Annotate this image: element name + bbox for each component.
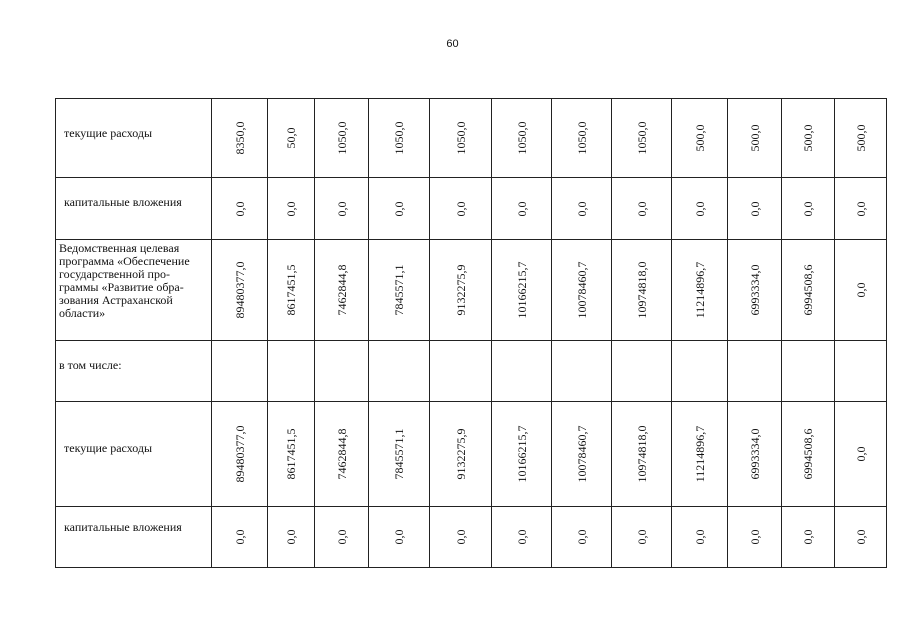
value-cell: 500,0 bbox=[728, 99, 782, 178]
value-cell: 8617451,5 bbox=[268, 240, 315, 341]
table-row bbox=[56, 507, 887, 568]
value-cell: 0,0 bbox=[315, 507, 369, 568]
row-label: в том числе: bbox=[56, 341, 212, 402]
value-cell: 0,0 bbox=[672, 178, 728, 240]
value-cell bbox=[612, 341, 672, 402]
value-cell: 0,0 bbox=[552, 178, 612, 240]
value-cell: 1050,0 bbox=[315, 99, 369, 178]
value-cell bbox=[835, 341, 887, 402]
value-cell: 1050,0 bbox=[369, 99, 430, 178]
value-cell: 0,0 bbox=[492, 178, 552, 240]
value-cell bbox=[268, 341, 315, 402]
value-cell: 0,0 bbox=[212, 178, 268, 240]
value-cell: 6993334,0 bbox=[728, 240, 782, 341]
value-cell: 10974818,0 bbox=[612, 240, 672, 341]
page-number: 60 bbox=[446, 38, 459, 50]
table-row bbox=[56, 402, 887, 507]
value-cell: 0,0 bbox=[835, 240, 887, 341]
table-row bbox=[56, 178, 887, 240]
value-cell bbox=[552, 341, 612, 402]
value-cell: 10166215,7 bbox=[492, 240, 552, 341]
value-cell: 0,0 bbox=[672, 507, 728, 568]
value-cell: 6993334,0 bbox=[728, 402, 782, 507]
value-cell: 0,0 bbox=[782, 178, 835, 240]
value-cell: 1050,0 bbox=[552, 99, 612, 178]
value-cell: 10078460,7 bbox=[552, 240, 612, 341]
value-cell: 7462844,8 bbox=[315, 402, 369, 507]
value-cell: 0,0 bbox=[728, 507, 782, 568]
value-cell: 0,0 bbox=[430, 507, 492, 568]
value-cell: 500,0 bbox=[672, 99, 728, 178]
value-cell: 1050,0 bbox=[492, 99, 552, 178]
value-cell bbox=[315, 341, 369, 402]
value-cell: 7845571,1 bbox=[369, 240, 430, 341]
value-cell bbox=[212, 341, 268, 402]
value-cell: 6994508,6 bbox=[782, 240, 835, 341]
value-cell: 50,0 bbox=[268, 99, 315, 178]
value-cell: 1050,0 bbox=[430, 99, 492, 178]
value-cell: 89480377,0 bbox=[212, 402, 268, 507]
value-cell: 11214896,7 bbox=[672, 240, 728, 341]
value-cell bbox=[430, 341, 492, 402]
value-cell: 9132275,9 bbox=[430, 402, 492, 507]
value-cell: 89480377,0 bbox=[212, 240, 268, 341]
value-cell bbox=[782, 341, 835, 402]
value-cell bbox=[728, 341, 782, 402]
value-cell: 9132275,9 bbox=[430, 240, 492, 341]
row-label: капитальные вложения bbox=[56, 507, 212, 568]
value-cell: 0,0 bbox=[212, 507, 268, 568]
row-label: Ведомственная целевая программа «Обеспечение государственной про-граммы «Развитие обра-зования Астраханской области» bbox=[56, 240, 212, 341]
table-row bbox=[56, 240, 887, 341]
value-cell: 10078460,7 bbox=[552, 402, 612, 507]
value-cell: 0,0 bbox=[492, 507, 552, 568]
value-cell: 0,0 bbox=[782, 507, 835, 568]
value-cell: 8617451,5 bbox=[268, 402, 315, 507]
row-label: текущие расходы bbox=[56, 402, 212, 507]
value-cell: 8350,0 bbox=[212, 99, 268, 178]
table-row bbox=[56, 341, 887, 402]
value-cell: 10166215,7 bbox=[492, 402, 552, 507]
row-label: текущие расходы bbox=[56, 99, 212, 178]
value-cell: 11214896,7 bbox=[672, 402, 728, 507]
value-cell: 0,0 bbox=[612, 507, 672, 568]
value-cell bbox=[672, 341, 728, 402]
row-label: капитальные вложения bbox=[56, 178, 212, 240]
value-cell: 0,0 bbox=[268, 507, 315, 568]
budget-table bbox=[55, 98, 887, 568]
value-cell: 500,0 bbox=[782, 99, 835, 178]
value-cell: 0,0 bbox=[369, 178, 430, 240]
value-cell: 0,0 bbox=[315, 178, 369, 240]
value-cell: 0,0 bbox=[268, 178, 315, 240]
value-cell: 0,0 bbox=[835, 178, 887, 240]
value-cell: 0,0 bbox=[552, 507, 612, 568]
value-cell: 0,0 bbox=[369, 507, 430, 568]
value-cell: 1050,0 bbox=[612, 99, 672, 178]
value-cell: 0,0 bbox=[612, 178, 672, 240]
value-cell: 10974818,0 bbox=[612, 402, 672, 507]
value-cell: 7845571,1 bbox=[369, 402, 430, 507]
value-cell: 0,0 bbox=[430, 178, 492, 240]
value-cell: 0,0 bbox=[835, 507, 887, 568]
value-cell bbox=[492, 341, 552, 402]
value-cell: 500,0 bbox=[835, 99, 887, 178]
value-cell: 0,0 bbox=[728, 178, 782, 240]
value-cell bbox=[369, 341, 430, 402]
value-cell: 7462844,8 bbox=[315, 240, 369, 341]
value-cell: 6994508,6 bbox=[782, 402, 835, 507]
table-row bbox=[56, 99, 887, 178]
value-cell: 0,0 bbox=[835, 402, 887, 507]
